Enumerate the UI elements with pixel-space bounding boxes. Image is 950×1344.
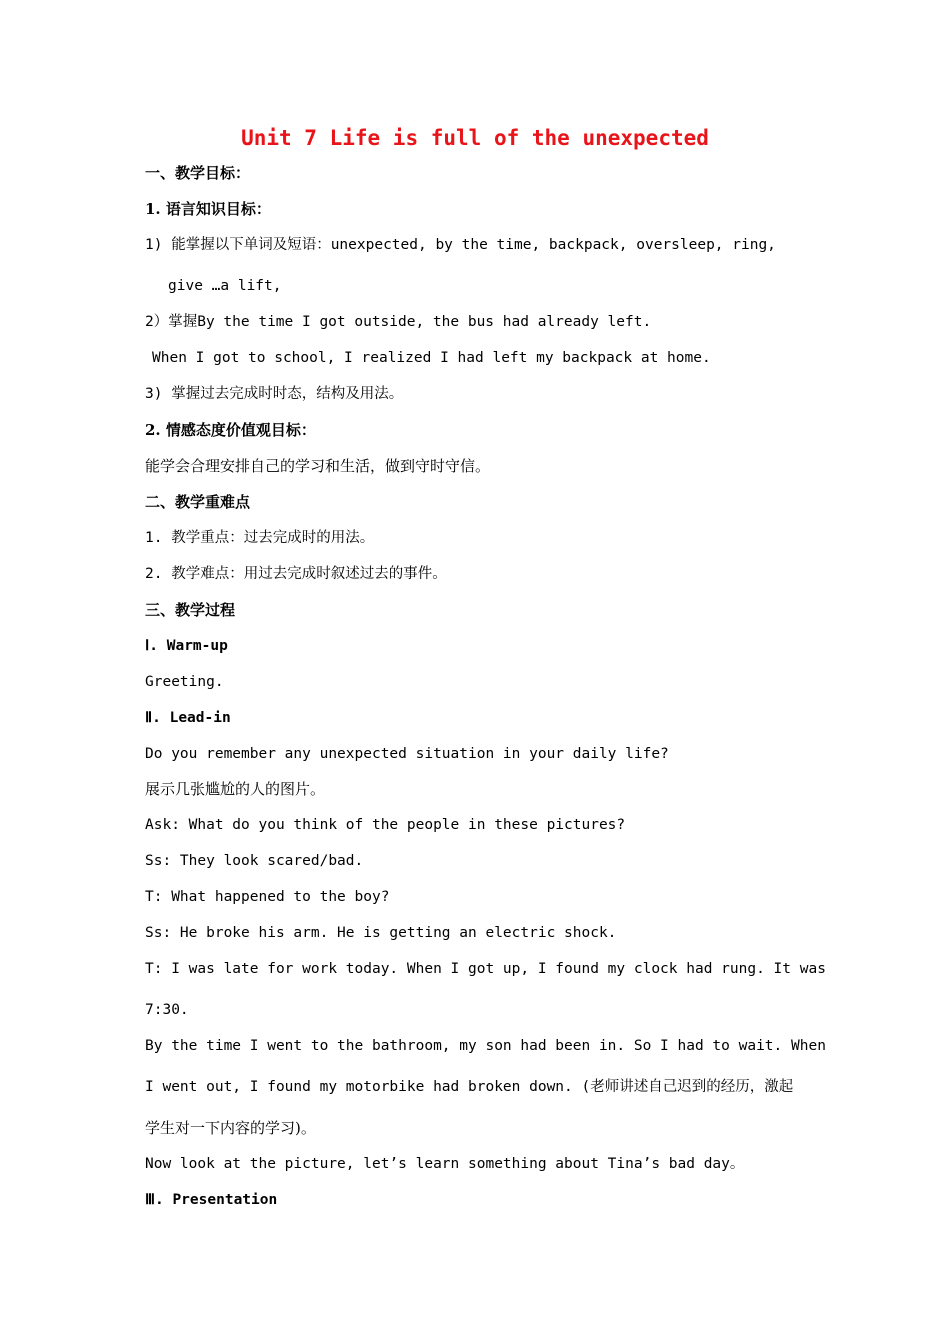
section-heading-process: 三、教学过程 — [145, 601, 236, 619]
paragraph-line: 1) 能掌握以下单词及短语：unexpected, by the time, backpack, oversleep, ring, — [145, 237, 776, 253]
paragraph-line: 2. 教学难点：用过去完成时叙述过去的事件。 — [145, 566, 447, 582]
paragraph-line: T: I was late for work today. When I got up, I found my clock had rung. It was — [145, 961, 826, 977]
document-title: Unit 7 Life is full of the unexpected — [241, 126, 709, 150]
paragraph-line: 学生对一下内容的学习)。 — [145, 1119, 316, 1137]
paragraph-line: give …a lift, — [168, 278, 282, 294]
paragraph-line: Now look at the picture, let’s learn something about Tina’s bad day。 — [145, 1156, 745, 1172]
paragraph-line: Do you remember any unexpected situation in your daily life? — [145, 746, 669, 762]
paragraph-line: When I got to school, I realized I had left my backpack at home. — [152, 350, 711, 366]
section-heading-key-points: 二、教学重难点 — [145, 493, 251, 511]
paragraph-line: Ask: What do you think of the people in these pictures? — [145, 817, 626, 833]
paragraph-line: T: What happened to the boy? — [145, 889, 390, 905]
section-heading-objectives: 一、教学目标： — [145, 164, 251, 182]
paragraph-line: 1. 教学重点：过去完成时的用法。 — [145, 530, 375, 546]
paragraph-line: Ss: They look scared/bad. — [145, 853, 364, 869]
subheading-lead-in: Ⅱ. Lead-in — [145, 710, 231, 726]
paragraph-line: Ss: He broke his arm. He is getting an electric shock. — [145, 925, 617, 941]
paragraph-line: Greeting. — [145, 674, 224, 690]
paragraph-line: 能学会合理安排自己的学习和生活，做到守时守信。 — [145, 457, 491, 475]
subheading-affective-goals: 2. 情感态度价值观目标： — [145, 421, 316, 439]
paragraph-line: 展示几张尴尬的人的图片。 — [145, 780, 326, 798]
paragraph-line: 3) 掌握过去完成时时态，结构及用法。 — [145, 386, 404, 402]
subheading-presentation: Ⅲ. Presentation — [145, 1192, 278, 1208]
subheading-warm-up: Ⅰ. Warm-up — [145, 638, 228, 654]
paragraph-line: I went out, I found my motorbike had broken down. (老师讲述自己迟到的经历，激起 — [145, 1079, 794, 1095]
paragraph-line: 7:30. — [145, 1002, 189, 1018]
paragraph-line: By the time I went to the bathroom, my son had been in. So I had to wait. When — [145, 1038, 826, 1054]
subheading-language-knowledge: 1. 语言知识目标： — [145, 200, 271, 218]
paragraph-line: 2）掌握By the time I got outside, the bus had already left. — [145, 314, 652, 330]
